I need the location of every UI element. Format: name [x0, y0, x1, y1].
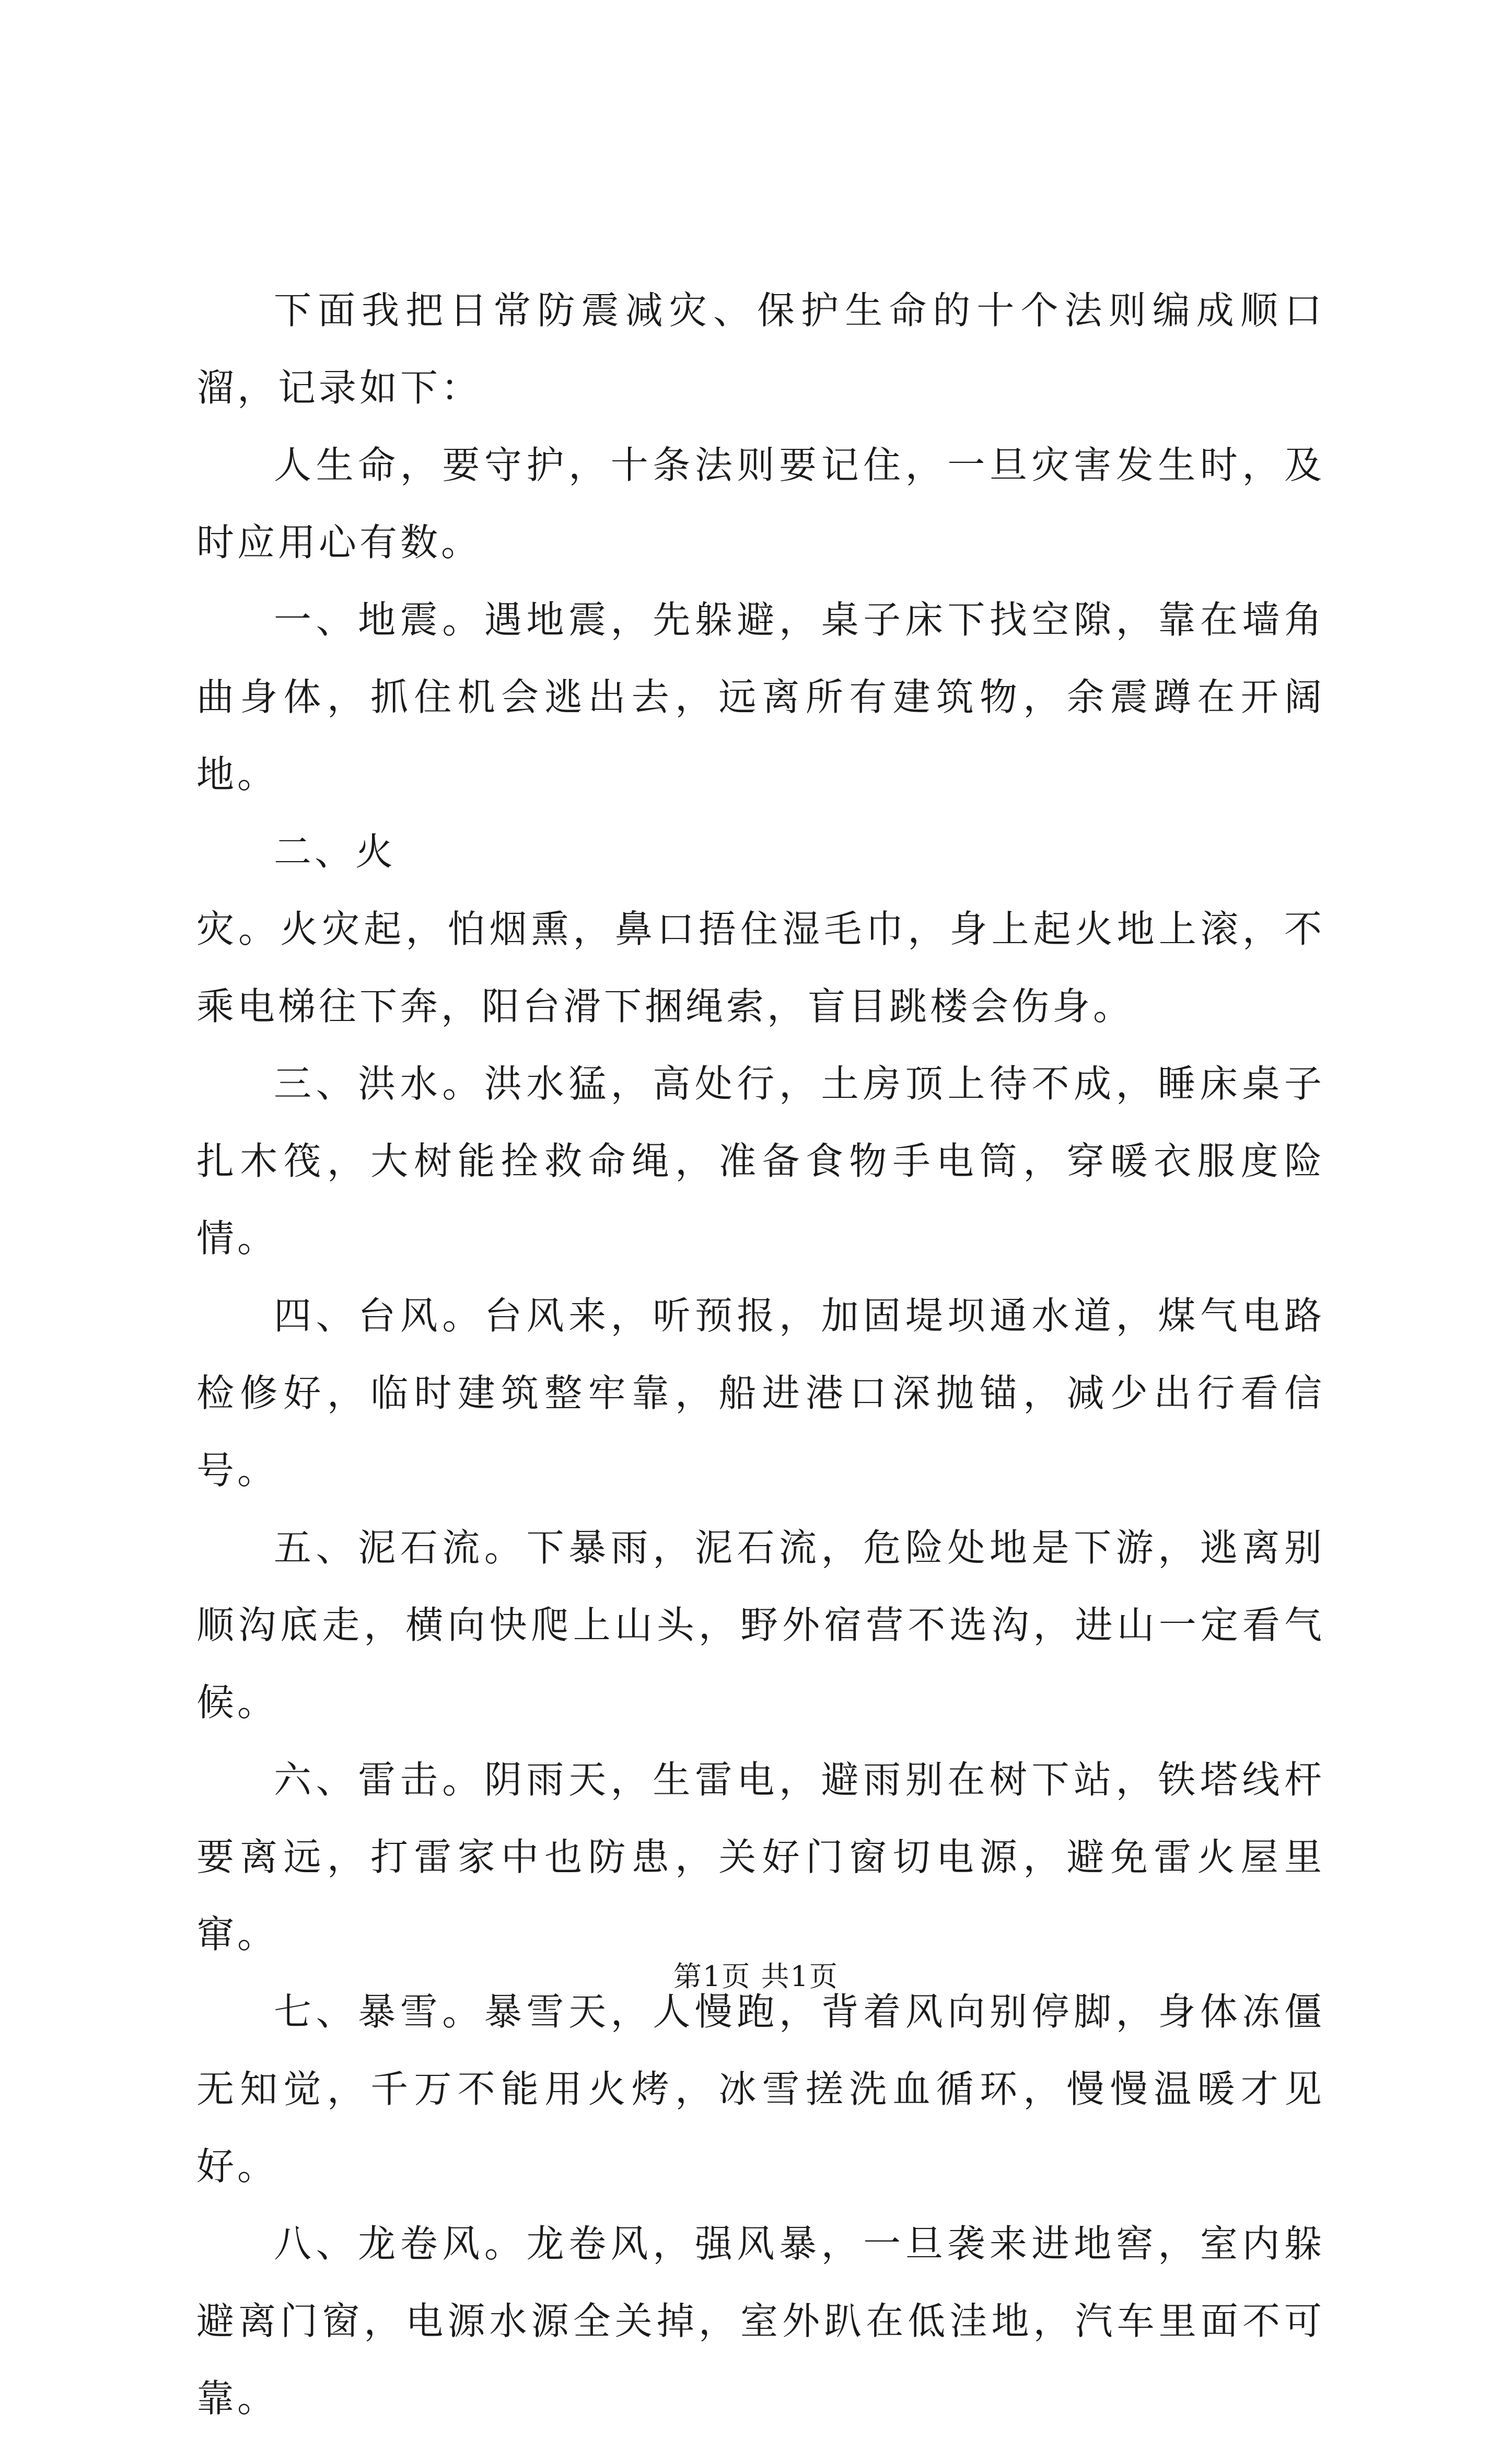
- paragraph-intro: 下面我把日常防震减灾、保护生命的十个法则编成顺口溜，记录如下：: [196, 288, 1325, 410]
- paragraph-lightning: 六、雷击。阴雨天，生雷电，避雨别在树下站，铁塔线杆要离远，打雷家中也防患，关好门窗切电源，避免雷火屋里窜。: [196, 1758, 1325, 1956]
- paragraph-tornado: 八、龙卷风。龙卷风，强风暴，一旦袭来进地窖，室内躲避离门窗，电源水源全关掉，室外趴在低洼地，汽车里面不可靠。: [196, 2222, 1325, 2420]
- paragraph-typhoon: 四、台风。台风来，听预报，加固堤坝通水道，煤气电路检修好，临时建筑整牢靠，船进港口深抛锚，减少出行看信号。: [196, 1294, 1325, 1492]
- paragraph-blizzard: 七、暴雪。暴雪天，人慢跑，背着风向别停脚，身体冻僵无知觉，千万不能用火烤，冰雪搓洗血循环，慢慢温暖才见好。: [196, 1990, 1325, 2188]
- paragraph-summary: 人生命，要守护，十条法则要记住，一旦灾害发生时，及时应用心有数。: [196, 443, 1325, 564]
- paragraph-fire-heading: 二、火: [274, 830, 397, 874]
- paragraph-earthquake: 一、地震。遇地震，先躲避，桌子床下找空隙，靠在墙角曲身体，抓住机会逃出去，远离所有建筑物，余震蹲在开阔地。: [196, 598, 1325, 796]
- page-footer: 第1页 共1页: [673, 1960, 839, 1993]
- document-body: [196, 272, 1325, 2437]
- paragraph-fire: 灾。火灾起，怕烟熏，鼻口捂住湿毛巾，身上起火地上滚，不乘电梯往下奔，阳台滑下捆绳索，盲目跳楼会伤身。: [196, 907, 1325, 1028]
- paragraph-mudslide: 五、泥石流。下暴雨，泥石流，危险处地是下游，逃离别顺沟底走，横向快爬上山头，野外宿营不选沟，进山一定看气候。: [196, 1526, 1325, 1724]
- paragraph-flood: 三、洪水。洪水猛，高处行，土房顶上待不成，睡床桌子扎木筏，大树能拴救命绳，准备食物手电筒，穿暖衣服度险情。: [196, 1062, 1325, 1260]
